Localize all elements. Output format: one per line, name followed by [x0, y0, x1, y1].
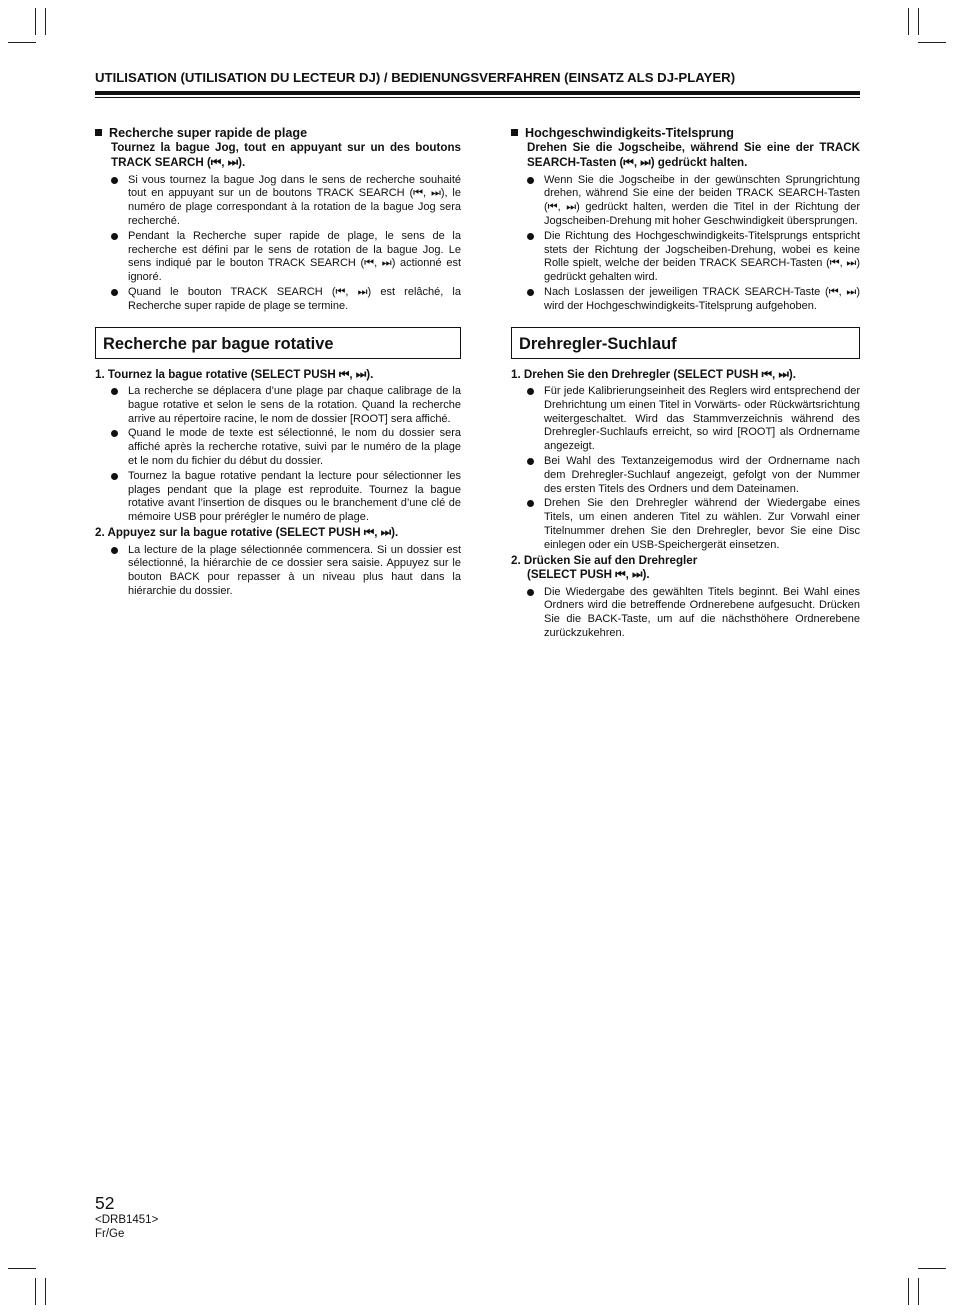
subsection-heading-text: Hochgeschwindigkeits-Titelsprung: [525, 126, 734, 140]
list-item: [95, 230, 461, 285]
header-rule-thin: [95, 97, 860, 98]
step-1: 1. Tournez la bague rotative (SELECT PUSH ⏮, ⏭).: [95, 367, 374, 381]
step-2: 2. Appuyez sur la bague rotative (SELECT PUSH ⏮, ⏭).: [95, 526, 399, 540]
subsection-heading: [95, 125, 461, 141]
crop-mark: [45, 1278, 46, 1305]
list-item: [95, 544, 461, 599]
crop-mark: [8, 42, 36, 43]
step-2-continued: (SELECT PUSH ⏮, ⏭).: [527, 568, 650, 582]
crop-mark: [918, 42, 946, 43]
list-item-text: Tournez la bague rotative pendant la lecture pour sélectionner les plages pendant que la plage est reproduite. Tournez la bague rotative avant l’insertion de disques ou le branchement d’une clé de mémoire USB pour prérégler le numéro de plage.: [128, 469, 461, 524]
section-title-box: Drehregler-Suchlauf: [511, 327, 860, 359]
crop-mark: [918, 1278, 919, 1305]
list-item-text: Bei Wahl des Textanzeigemodus wird der Ordnername nach dem Drehregler-Suchlauf angezeigt, gefolgt von der Nummer des ersten Titels des Ordners und dem Dateinamen.: [544, 455, 860, 495]
bullet-icon: [111, 388, 118, 395]
crop-mark: [45, 8, 46, 35]
list-item-text: Wenn Sie die Jogscheibe in der gewünschten Sprungrichtung drehen, während Sie eine der beiden TRACK SEARCH-Tasten (⏮, ⏭) gedrückt halten, werden die Titel in der Richtung der Jogscheiben-Drehung mit hoher Geschwindigkeit übersprungen.: [544, 173, 860, 227]
list-item-text: La lecture de la plage sélectionnée commencera. Si un dossier est sélectionné, la hiérarchie de ce dossier sera saisie. Appuyez sur le bouton BACK pour repasser à un niveau plus haut dans la hiérarchie du dossier.: [128, 543, 461, 597]
list-item: [95, 286, 461, 314]
bullet-icon: [527, 388, 534, 395]
list-item-text: Nach Loslassen der jeweiligen TRACK SEARCH-Taste (⏮, ⏭) wird der Hochgeschwindigkeits-Titelsprung aufgehoben.: [544, 285, 860, 312]
bullet-icon: [111, 233, 118, 240]
bullet-icon: [111, 177, 118, 184]
crop-mark: [908, 8, 909, 35]
bullet-icon: [111, 289, 118, 296]
list-item-text: Pendant la Recherche super rapide de plage, le sens de la recherche est défini par le sens de rotation de la bague Jog. Le sens indiqué par le bouton TRACK SEARCH (⏮, ⏭) actionné est ignoré.: [128, 229, 461, 284]
list-item: [95, 470, 461, 525]
list-item-text: Die Richtung des Hochgeschwindigkeits-Titelsprungs entspricht stets der Richtung der Jogscheiben-Drehung, wobei es keine Rolle spielt, welche der beiden TRACK SEARCH-Tasten (⏮, ⏭) gedrückt gehalten wird.: [544, 229, 860, 284]
subsection-heading: [511, 125, 860, 141]
crop-mark: [35, 8, 36, 35]
list-item: [511, 455, 860, 496]
column-german: [511, 125, 860, 642]
bullet-icon: [527, 589, 534, 596]
bullet-icon: [527, 177, 534, 184]
document-code: <DRB1451>: [95, 1214, 159, 1226]
instruction-lead: Drehen Sie die Jogscheibe, während Sie eine der TRACK SEARCH-Tasten (⏮, ⏭) gedrückt halten.: [527, 141, 860, 169]
list-item-text: Für jede Kalibrierungseinheit des Reglers wird entsprechend der Drehrichtung um einen Titel in Vorwärts- oder Rückwärtsrichtung weitergeschaltet. Wird das Stammverzeichnis während des Drehregler-Suchlaufs erreicht, so wird [ROOT] als Ordnername angezeigt.: [544, 385, 860, 453]
bullet-icon: [527, 289, 534, 296]
language-code: Fr/Ge: [95, 1228, 125, 1240]
page-footer: [95, 1193, 158, 1241]
bullet-list: [511, 586, 860, 641]
list-item-text: La recherche se déplacera d’une plage par chaque calibrage de la bague rotative et selon le sens de la rotation. Quand la recherche arrive au répertoire racine, le nom de dossier [ROOT] sera affiché.: [128, 385, 461, 425]
bullet-icon: [111, 547, 118, 554]
bullet-list: [511, 174, 860, 314]
list-item-text: Si vous tournez la bague Jog dans le sens de recherche souhaité tout en appuyant sur un de boutons TRACK SEARCH (⏮, ⏭), le numéro de plage correspondant à la rotation de la bague Jog sera recherché.: [128, 173, 461, 227]
bullet-icon: [111, 473, 118, 480]
list-item: [95, 174, 461, 229]
list-item: [511, 286, 860, 314]
list-item: [511, 385, 860, 454]
list-item: [95, 427, 461, 468]
crop-mark: [918, 1268, 946, 1269]
step-2: 2. Drücken Sie auf den Drehregler: [511, 553, 698, 567]
step-1: 1. Drehen Sie den Drehregler (SELECT PUSH ⏮, ⏭).: [511, 367, 797, 381]
square-bullet-icon: [95, 129, 102, 136]
column-french: [95, 125, 461, 600]
list-item-text: Drehen Sie den Drehregler während der Wiedergabe eines Titels, um einen anderen Titel zu wählen. Zur Vorwahl einer Titelnummer drehen Sie den Drehregler, bevor Sie eine Disc einlegen oder ein USB-Speichergerät einsetzen.: [544, 497, 860, 551]
subsection-heading-text: Recherche super rapide de plage: [109, 126, 308, 140]
crop-mark: [918, 8, 919, 35]
page-header: [95, 70, 860, 98]
crop-mark: [35, 1278, 36, 1305]
crop-mark: [908, 1278, 909, 1305]
list-item: [511, 586, 860, 641]
bullet-list: [95, 174, 461, 314]
crop-mark: [8, 1268, 36, 1269]
list-item-text: Quand le bouton TRACK SEARCH (⏮, ⏭) est relâché, la Recherche super rapide de plage se termine.: [128, 285, 461, 312]
list-item: [511, 174, 860, 229]
bullet-icon: [527, 500, 534, 507]
instruction-lead: Tournez la bague Jog, tout en appuyant sur un des boutons TRACK SEARCH (⏮, ⏭).: [111, 141, 461, 169]
list-item: [95, 385, 461, 426]
bullet-list: [95, 385, 461, 525]
bullet-list: [95, 544, 461, 599]
list-item-text: Quand le mode de texte est sélectionné, le nom du dossier sera affiché après la recherche rotative, suivi par le numéro de la plage et le nom du fichier du début du dossier.: [128, 427, 461, 468]
bullet-icon: [527, 233, 534, 240]
page-title: UTILISATION (UTILISATION DU LECTEUR DJ) / BEDIENUNGSVERFAHREN (EINSATZ ALS DJ-PLAYER): [95, 70, 736, 85]
square-bullet-icon: [511, 129, 518, 136]
section-title-box: Recherche par bague rotative: [95, 327, 461, 359]
list-item-text: Die Wiedergabe des gewählten Titels beginnt. Bei Wahl eines Ordners wird die betreffende Ordnerebene aufgesucht. Drücken Sie die BACK-Taste, um auf die nächsthöhere Ordnerebene zurückzukehren.: [544, 585, 860, 640]
header-rule: [95, 91, 860, 95]
bullet-icon: [111, 430, 118, 437]
list-item: [511, 497, 860, 552]
list-item: [511, 230, 860, 285]
page-number: 52: [95, 1193, 115, 1213]
bullet-icon: [527, 458, 534, 465]
bullet-list: [511, 385, 860, 553]
